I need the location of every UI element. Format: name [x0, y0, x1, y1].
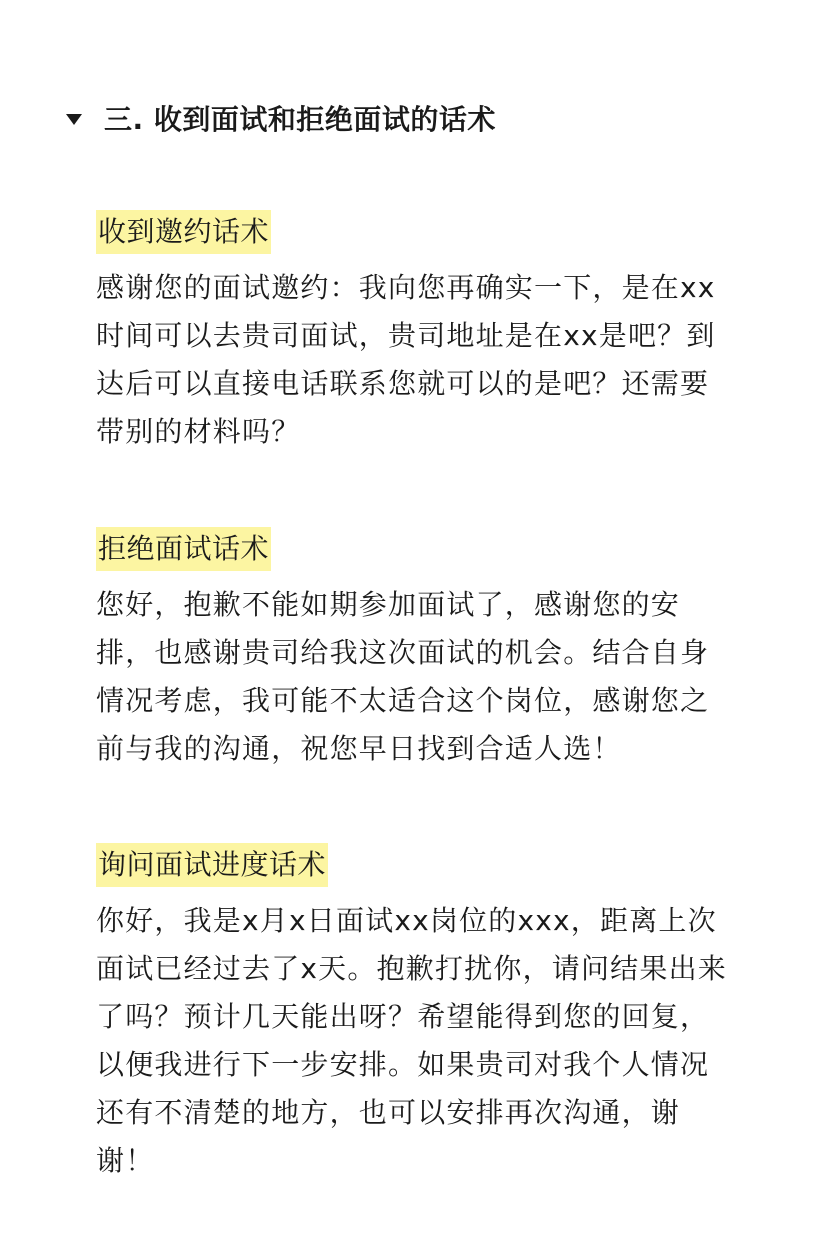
triangle-down-icon[interactable] — [66, 114, 82, 125]
page-title: 三. 收到面试和拒绝面试的话术 — [104, 103, 496, 136]
section-decline-interview — [96, 527, 736, 773]
section-body-text: 您好，抱歉不能如期参加面试了，感谢您的安排，也感谢贵司给我这次面试的机会。结合自身情况考虑，我可能不太适合这个岗位，感谢您之前与我的沟通，祝您早日找到合适人选！ — [96, 588, 710, 765]
toggle-heading[interactable] — [66, 96, 496, 140]
section-ask-progress — [96, 843, 736, 1185]
section-body-text: 你好，我是x月x日面试xx岗位的xxx，距离上次面试已经过去了x天。抱歉打扰你，请问结果出来了吗？预计几天能出呀？希望能得到您的回复，以便我进行下一步安排。如果贵司对我个人情况还有不清楚的地方，也可以安排再次沟通，谢谢！ — [96, 904, 727, 1177]
section-title-highlight: 询问面试进度话术 — [96, 843, 328, 887]
section-title-highlight: 收到邀约话术 — [96, 210, 271, 254]
section-body-text: 感谢您的面试邀约：我向您再确实一下，是在xx时间可以去贵司面试，贵司地址是在xx是吧？到达后可以直接电话联系您就可以的是吧？还需要带别的材料吗？ — [96, 271, 716, 448]
section-accept-invitation — [96, 210, 736, 456]
section-title-highlight: 拒绝面试话术 — [96, 527, 271, 571]
